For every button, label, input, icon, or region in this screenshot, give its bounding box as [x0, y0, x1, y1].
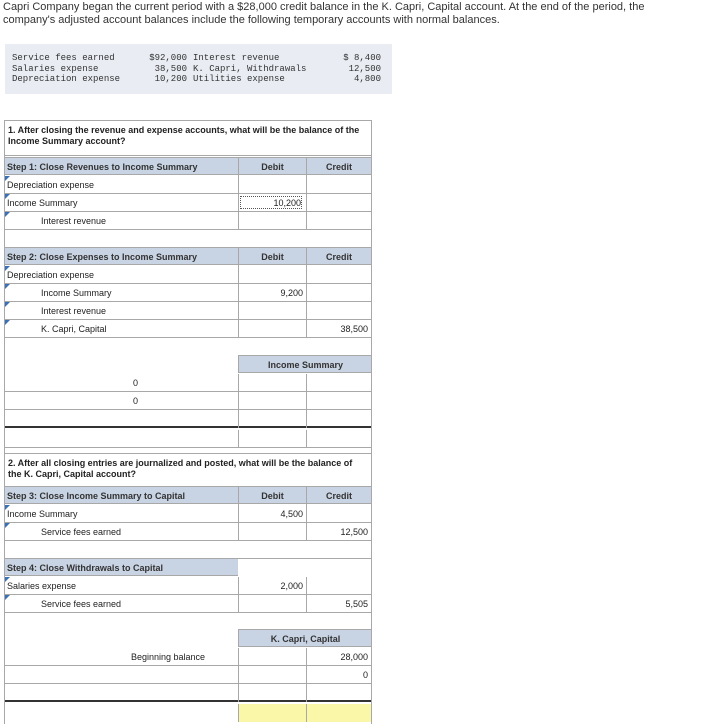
given-label: Service fees earned: [12, 53, 115, 63]
question-2: 2. After all closing entries are journalized and posted, what will be the balance of the K. Capri, Capital account?: [5, 453, 371, 489]
t-credit-input[interactable]: [306, 684, 371, 702]
credit-input[interactable]: [306, 212, 371, 230]
credit-header: Credit: [306, 248, 371, 266]
account-select[interactable]: Salaries expense: [5, 577, 238, 595]
debit-input[interactable]: 9,200: [238, 284, 306, 302]
account-select[interactable]: K. Capri, Capital: [5, 320, 238, 338]
t-debit-input[interactable]: [238, 392, 306, 410]
t-account-total-row: [5, 704, 371, 722]
t-account-row: [5, 392, 371, 410]
credit-input[interactable]: 12,500: [306, 523, 371, 541]
debit-input[interactable]: [238, 523, 306, 541]
credit-input[interactable]: [306, 266, 371, 284]
t-debit-input[interactable]: [238, 410, 306, 428]
given-balances-table: [5, 44, 392, 94]
journal-row: [5, 302, 371, 320]
credit-input[interactable]: [306, 284, 371, 302]
given-value: 12,500: [348, 63, 381, 74]
account-select[interactable]: Income Summary: [5, 284, 238, 302]
journal-row: [5, 523, 371, 541]
step3-title: Step 3: Close Income Summary to Capital: [7, 491, 186, 501]
given-value: 38,500: [154, 63, 187, 74]
debit-input[interactable]: [238, 320, 306, 338]
account-select[interactable]: Interest revenue: [5, 212, 238, 230]
journal-row: [5, 595, 371, 613]
account-select[interactable]: Service fees earned: [5, 523, 238, 541]
t-account-row: [5, 666, 371, 684]
journal-row: [5, 284, 371, 302]
income-summary-t-header: [238, 355, 371, 373]
given-label: Depreciation expense: [12, 74, 121, 84]
given-value: $92,000: [149, 53, 187, 63]
credit-input[interactable]: [306, 176, 371, 194]
given-label: K. Capri, Withdrawals: [193, 63, 307, 74]
credit-header: Credit: [306, 487, 371, 505]
debit-input[interactable]: 2,000: [238, 577, 306, 595]
question-1: 1. After closing the revenue and expense accounts, what will be the balance of the Income Summary account?: [5, 120, 371, 156]
t-debit-input[interactable]: [238, 666, 306, 684]
debit-input[interactable]: 4,500: [238, 505, 306, 523]
given-value: $ 8,400: [343, 53, 381, 63]
step1-header: [5, 157, 371, 175]
credit-input[interactable]: [306, 194, 371, 212]
account-select[interactable]: Income Summary: [5, 194, 238, 212]
account-select[interactable]: Depreciation expense: [5, 266, 238, 284]
t-account-row: [5, 410, 371, 428]
t-credit-total[interactable]: [306, 704, 371, 722]
credit-input[interactable]: [306, 302, 371, 320]
given-label: Interest revenue: [193, 53, 280, 63]
debit-header: Debit: [238, 248, 306, 266]
beginning-balance-value: 28,000: [306, 648, 371, 666]
debit-input[interactable]: [238, 176, 306, 194]
step1-title: Step 1: Close Revenues to Income Summary: [7, 162, 198, 172]
step2-header: [5, 247, 371, 265]
t-credit-input[interactable]: [306, 392, 371, 410]
debit-input[interactable]: [238, 595, 306, 613]
debit-input[interactable]: [238, 302, 306, 320]
t-account-title: K. Capri, Capital: [270, 634, 341, 644]
t-account-row: [5, 684, 371, 702]
account-select[interactable]: Income Summary: [5, 505, 238, 523]
given-value: 4,800: [353, 74, 381, 84]
t-account-total-row: [5, 430, 371, 448]
step3-header: [5, 486, 371, 504]
t-credit-total[interactable]: [306, 430, 371, 448]
t-debit-total[interactable]: [238, 430, 306, 448]
credit-input[interactable]: 38,500: [306, 320, 371, 338]
t-debit-input[interactable]: [238, 374, 306, 392]
t-debit-input[interactable]: [238, 648, 306, 666]
credit-header: Credit: [306, 158, 371, 176]
credit-input[interactable]: 5,505: [306, 595, 371, 613]
debit-header: Debit: [238, 487, 306, 505]
t-debit-total[interactable]: [238, 704, 306, 722]
given-label: Salaries expense: [12, 63, 99, 74]
t-left-label: 0: [132, 396, 138, 406]
step4-title: Step 4: Close Withdrawals to Capital: [7, 563, 163, 573]
given-label: Utilities expense: [193, 74, 285, 84]
beginning-balance-label: Beginning balance: [131, 652, 206, 662]
journal-row: [5, 194, 371, 212]
t-account-title: Income Summary: [267, 360, 344, 370]
t-credit-input[interactable]: [306, 374, 371, 392]
given-value: 10,200: [154, 74, 187, 84]
debit-input[interactable]: [238, 266, 306, 284]
debit-value[interactable]: 10,200: [240, 196, 302, 209]
t-credit-input[interactable]: [306, 410, 371, 428]
journal-row: [5, 320, 371, 338]
problem-intro: Capri Company began the current period with a $28,000 credit balance in the K. Capri, Capital account. At the end of the period, the company's adjusted account balances include the following temporary accounts with normal balances.: [3, 1, 645, 26]
journal-row: [5, 212, 371, 230]
journal-row: [5, 266, 371, 284]
debit-input[interactable]: [238, 212, 306, 230]
journal-row: [5, 577, 371, 595]
account-select[interactable]: Interest revenue: [5, 302, 238, 320]
step2-title: Step 2: Close Expenses to Income Summary: [7, 252, 198, 262]
journal-row: [5, 176, 371, 194]
capital-t-header: [238, 629, 371, 647]
credit-input[interactable]: [306, 505, 371, 523]
debit-input[interactable]: [238, 194, 306, 212]
step4-header: [5, 558, 371, 576]
worksheet: [4, 120, 372, 724]
account-select[interactable]: Service fees earned: [5, 595, 238, 613]
t-credit-input[interactable]: 0: [306, 666, 371, 684]
credit-input[interactable]: [306, 577, 371, 595]
journal-row: [5, 505, 371, 523]
debit-header: Debit: [238, 158, 306, 176]
t-account-row: [5, 648, 371, 666]
t-account-row: [5, 374, 371, 392]
t-left-label: 0: [132, 378, 138, 388]
t-debit-input[interactable]: [238, 684, 306, 702]
account-select[interactable]: Depreciation expense: [5, 176, 238, 194]
